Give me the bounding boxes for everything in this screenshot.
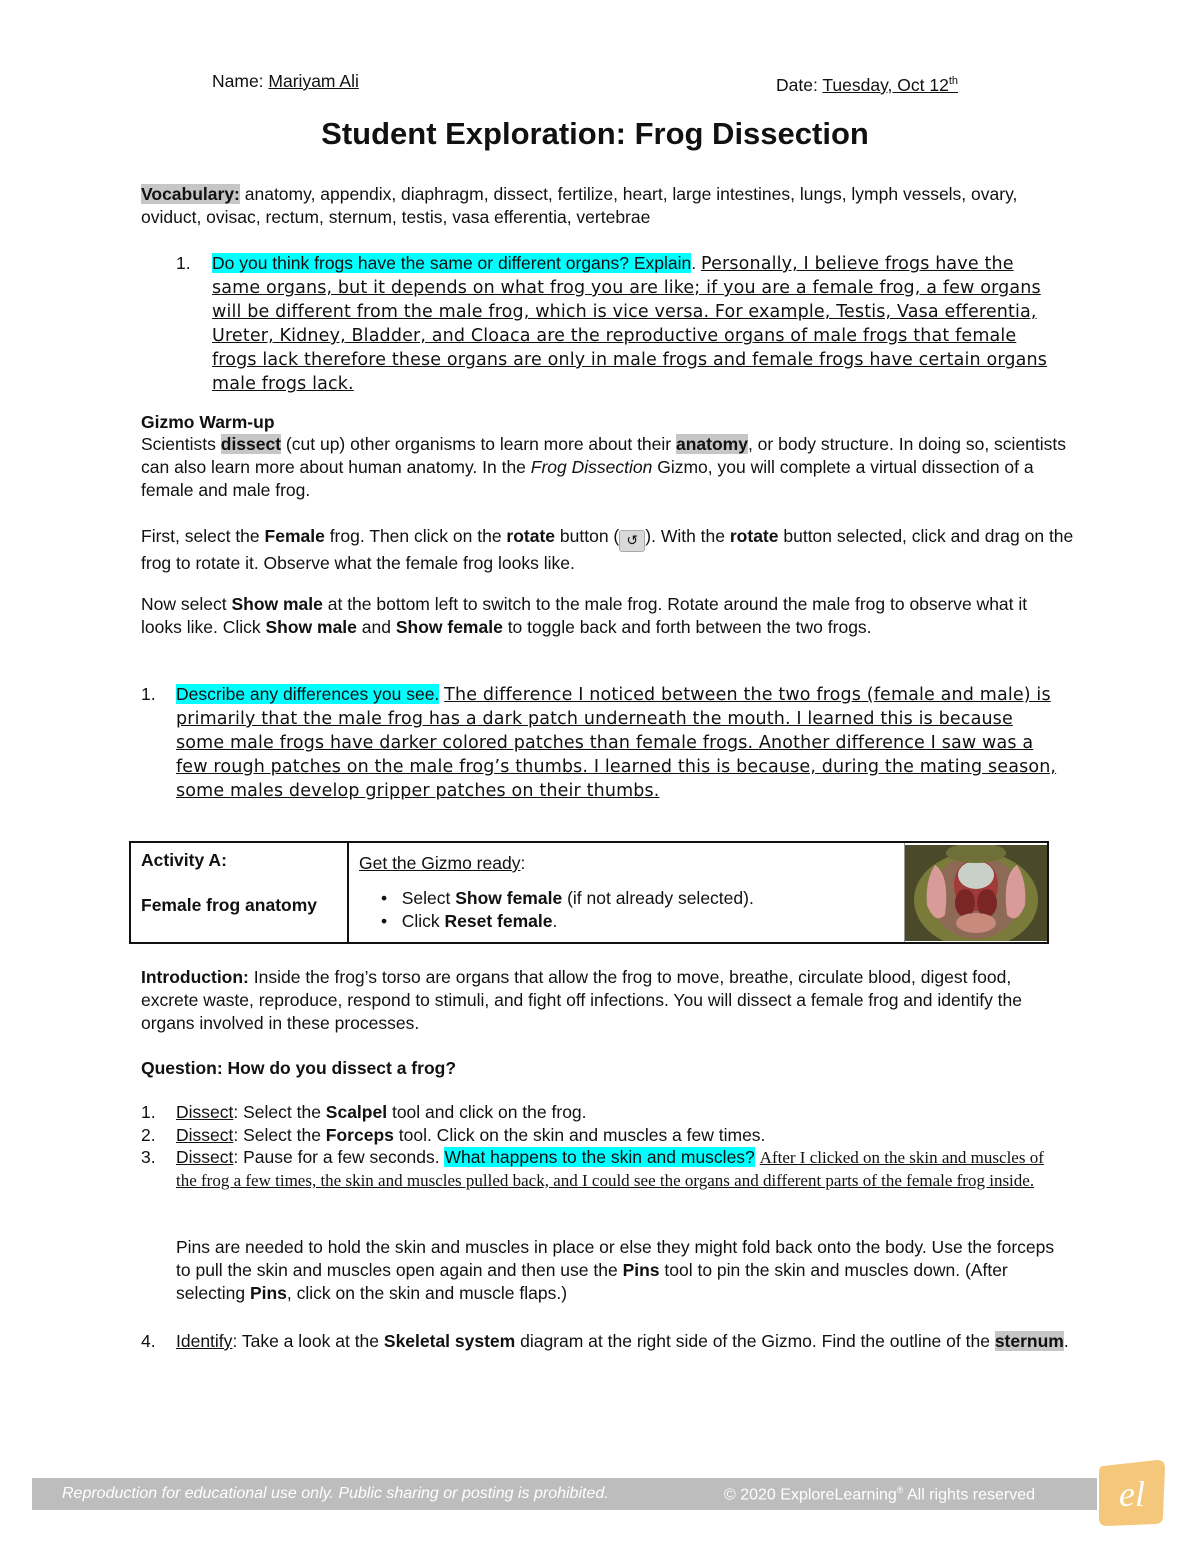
frog-image-cell — [905, 842, 1049, 943]
prior-question: Do you think frogs have the same or different organs? Explain — [212, 253, 692, 273]
warmup-paragraph-1: Scientists dissect (cut up) other organisms to learn more about their anatomy, or body structure. In doing so, scientists can also learn more about human anatomy. In the Frog Dissection Gizmo, you will complete a virtual dissection of a female and male frog. — [141, 434, 1067, 500]
step-3-question: What happens to the skin and muscles? — [444, 1147, 755, 1167]
name-label: Name: — [212, 71, 264, 91]
date-value: Tuesday, Oct 12th — [822, 74, 959, 95]
frog-dissection-image — [905, 845, 1047, 941]
pins-paragraph: Pins are needed to hold the skin and muscles in place or else they might fold back onto the body. Use the forceps to pull the skin and muscles open again and then use the Pins tool to pin the skin and muscles down. (After selecting Pins, click on the skin and muscle flaps.) — [176, 1237, 1055, 1303]
step-number: 2. — [141, 1125, 156, 1145]
warmup-paragraph-2: First, select the Female frog. Then click on the rotate button ( ↺ ). With the rotate button selected, click and drag on the frog to rotate it. Observe what the female frog looks like. — [141, 526, 1074, 573]
warmup-heading: Gizmo Warm-up — [141, 412, 275, 432]
prior-question-block — [212, 252, 1052, 396]
warmup-question: Describe any differences you see. — [176, 684, 440, 704]
footer-copyright: © 2020 ExploreLearning® All rights reserved — [724, 1485, 1036, 1504]
activity-instructions-cell: Get the Gizmo ready: • Select Show female (if not already selected). • Click Reset female. — [348, 842, 905, 943]
step-3: Dissect: Pause for a few seconds. What happens to the skin and muscles? After I clicked on the skin and muscles of the frog a few times, the skin and muscles pulled back, and I could see the organs and different parts of the female frog inside. — [176, 1147, 1044, 1190]
page-title: Student Exploration: Frog Dissection — [321, 116, 869, 151]
introduction — [141, 966, 1066, 1035]
vocabulary — [141, 183, 1041, 229]
vocabulary-terms: anatomy, appendix, diaphragm, dissect, fertilize, heart, large intestines, lungs, lymph vessels, ovary, oviduct, ovisac, rectum, sternum, testis, vasa efferentia, vertebrae — [141, 184, 1018, 227]
rotate-icon: ↺ — [619, 530, 645, 552]
term-dissect: dissect — [220, 434, 282, 454]
step-1: Dissect: Select the Scalpel tool and click on the frog. — [176, 1102, 587, 1122]
footer-disclaimer: Reproduction for educational use only. Public sharing or posting is prohibited. — [62, 1485, 609, 1502]
warmup-q-number: 1. — [141, 684, 156, 704]
warmup-answer: The difference I noticed between the two frogs (female and male) is primarily that the male frog has a dark patch underneath the mouth. I learned this is because some male frogs have darker colored patches than female frogs. Another difference I saw was a few rough patches on the male frog’s thumbs. I learned this is because, during the mating season, some males develop gripper patches on their thumbs. — [176, 685, 1057, 801]
explorelearning-logo-icon — [1097, 1458, 1169, 1528]
vocabulary-label: Vocabulary: — [141, 184, 240, 204]
question-heading: Question: How do you dissect a frog? — [141, 1058, 457, 1078]
term-sternum: sternum — [994, 1331, 1064, 1351]
prior-answer: Personally, I believe frogs have the same organs, but it depends on what frog you are like; if you are a female frog, a few organs will be different from the male frog, which is vice versa. For example, Testis, Vasa efferentia, Ureter, Kidney, Bladder, and Cloaca are the reproductive organs of male frogs that female frogs lack therefore these organs are only in male frogs and female frogs have certain organs male frogs lack. — [212, 254, 1048, 394]
prior-question-end: . — [691, 253, 697, 273]
introduction-text: Inside the frog’s torso are organs that allow the frog to move, breathe, circulate blood, digest food, excrete waste, reproduce, respond to stimuli, and fight off infections. You will dissect a female frog and identify the organs involved in these processes. — [141, 967, 1023, 1033]
activity-label-cell — [130, 842, 348, 943]
step-number: 4. — [141, 1331, 156, 1351]
activity-bullet: • Click Reset female. — [381, 911, 558, 931]
activity-label: Activity A: — [141, 850, 227, 870]
step-number: 1. — [141, 1102, 156, 1122]
warmup-paragraph-3: Now select Show male at the bottom left to switch to the male frog. Rotate around the male frog to observe what it looks like. Click Show male and Show female to toggle back and forth between the two frogs. — [141, 594, 1028, 637]
step-4: Identify: Take a look at the Skeletal system diagram at the right side of the Gizmo. Find the outline of the sternum. — [176, 1331, 1069, 1351]
logo-text: el — [1119, 1474, 1145, 1514]
step-3-answer: After I clicked on the skin and muscles of the frog a few times, the skin and muscles pulled back, and I could see the organs and different parts of the female frog inside. — [176, 1148, 1044, 1190]
name-value: Mariyam Ali — [268, 71, 359, 91]
introduction-label: Introduction: — [141, 967, 249, 987]
activity-table — [129, 841, 1049, 944]
step-number: 3. — [141, 1147, 156, 1167]
prior-q-number: 1. — [176, 253, 191, 273]
term-anatomy: anatomy — [675, 434, 748, 454]
date-line — [776, 70, 958, 97]
activity-subtitle: Female frog anatomy — [141, 895, 318, 915]
name-line — [212, 70, 359, 93]
activity-bullet: • Select Show female (if not already selected). — [381, 888, 754, 908]
ready-label: Get the Gizmo ready — [359, 853, 521, 873]
footer-bar — [32, 1478, 1097, 1510]
warmup-question-block — [176, 683, 1061, 803]
step-2: Dissect: Select the Forceps tool. Click on the skin and muscles a few times. — [176, 1125, 766, 1145]
date-label: Date: — [776, 74, 818, 95]
